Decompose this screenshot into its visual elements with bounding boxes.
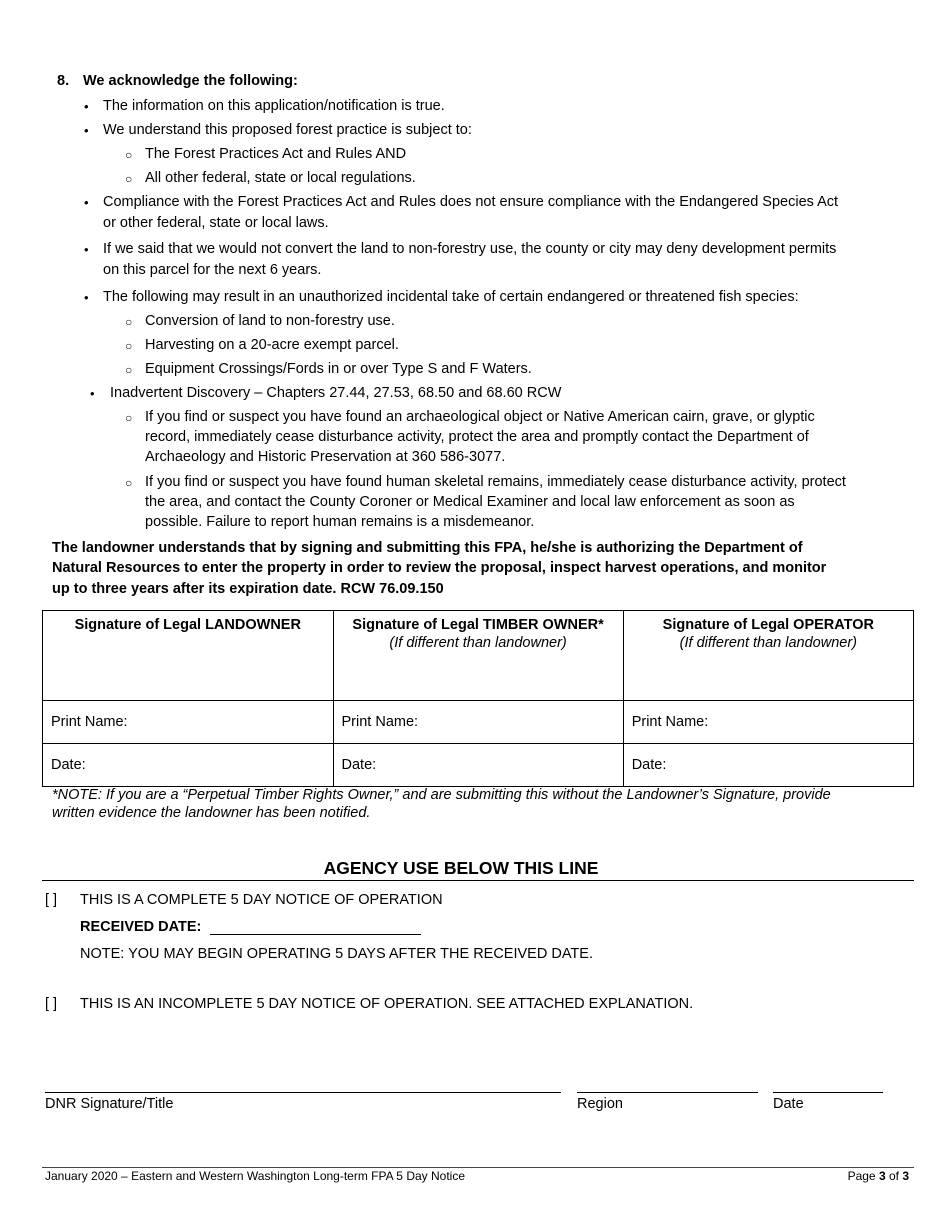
timber-owner-print-name-field[interactable]: Print Name: [333, 701, 623, 744]
page-total: 3 [902, 1169, 909, 1183]
ack-subitem: Equipment Crossings/Fords in or over Type S and F Waters. [145, 361, 532, 377]
circle-bullet-icon: ○ [125, 315, 133, 329]
landowner-notice: The landowner understands that by signing and submitting this FPA, he/she is authorizing the Department of [52, 540, 803, 556]
operator-date-field[interactable]: Date: [623, 744, 913, 787]
circle-bullet-icon: ○ [125, 411, 133, 425]
landowner-signature-cell[interactable] [43, 611, 334, 701]
operator-print-name-field[interactable]: Print Name: [623, 701, 913, 744]
ack-item: The information on this application/notification is true. [103, 98, 445, 114]
ack-subitem: If you find or suspect you have found human skeletal remains, immediately cease disturbance activity, protect [145, 474, 846, 490]
ack-item: Inadvertent Discovery – Chapters 27.44, 27.53, 68.50 and 68.60 RCW [110, 385, 562, 401]
ack-item-cont: on this parcel for the next 6 years. [103, 262, 322, 278]
page-prefix: Page [847, 1169, 879, 1183]
agency-heading: AGENCY USE BELOW THIS LINE [323, 858, 599, 878]
ack-item: We understand this proposed forest practice is subject to: [103, 122, 472, 138]
dnr-signature-field[interactable] [45, 1092, 561, 1093]
ack-item: The following may result in an unauthorized incidental take of certain endangered or threatened fish species: [103, 289, 799, 305]
ack-item: If we said that we would not convert the land to non-forestry use, the county or city may deny development permits [103, 241, 837, 257]
dnr-signature-label: DNR Signature/Title [45, 1096, 174, 1112]
bullet-icon: • [84, 242, 89, 257]
footer-text: January 2020 – Eastern and Western Washington Long-term FPA 5 Day Notice [45, 1169, 465, 1183]
timber-owner-signature-title: Signature of Legal TIMBER OWNER* [352, 617, 604, 633]
complete-checkbox[interactable]: [ ] [45, 892, 58, 908]
perpetual-rights-note: *NOTE: If you are a “Perpetual Timber Rights Owner,” and are submitting this without the Landowner’s Signature, provide [52, 787, 831, 803]
circle-bullet-icon: ○ [125, 148, 133, 162]
ack-subitem: If you find or suspect you have found an archaeological object or Native American cairn, grave, or glyptic [145, 409, 815, 425]
bullet-icon: • [84, 290, 89, 305]
complete-notice-label: THIS IS A COMPLETE 5 DAY NOTICE OF OPERATION [80, 892, 443, 908]
ack-subitem-cont: the area, and contact the County Coroner or Medical Examiner and local law enforcement as soon as [145, 494, 795, 510]
circle-bullet-icon: ○ [125, 476, 133, 490]
bullet-icon: • [84, 99, 89, 114]
circle-bullet-icon: ○ [125, 172, 133, 186]
date-field[interactable] [773, 1092, 883, 1093]
ack-subitem: All other federal, state or local regulations. [145, 170, 416, 186]
incomplete-notice-label: THIS IS AN INCOMPLETE 5 DAY NOTICE OF OPERATION. SEE ATTACHED EXPLANATION. [80, 996, 694, 1012]
page-mid: of [885, 1169, 903, 1183]
landowner-print-name-field[interactable]: Print Name: [43, 701, 334, 744]
section-heading: We acknowledge the following: [83, 73, 298, 89]
signature-table [42, 610, 914, 787]
page-number [848, 1169, 909, 1183]
timber-owner-date-field[interactable]: Date: [333, 744, 623, 787]
date-label: Date [773, 1096, 804, 1112]
ack-subitem: Conversion of land to non-forestry use. [145, 313, 395, 329]
bullet-icon: • [84, 195, 89, 210]
page-current: 3 [878, 1169, 886, 1183]
ack-subitem: Harvesting on a 20-acre exempt parcel. [145, 337, 399, 353]
landowner-date-field[interactable]: Date: [43, 744, 334, 787]
bullet-icon: • [90, 386, 95, 401]
incomplete-checkbox[interactable]: [ ] [45, 996, 58, 1012]
ack-item-cont: or other federal, state or local laws. [103, 215, 329, 231]
landowner-notice: up to three years after its expiration date. RCW 76.09.150 [52, 581, 444, 597]
circle-bullet-icon: ○ [125, 363, 133, 377]
landowner-signature-title: Signature of Legal LANDOWNER [74, 617, 301, 633]
circle-bullet-icon: ○ [125, 339, 133, 353]
agency-divider [42, 880, 914, 881]
ack-subitem-cont: Archaeology and Historic Preservation at 360 586-3077. [145, 449, 506, 465]
ack-subitem-cont: record, immediately cease disturbance activity, protect the area and promptly contact the Department of [145, 429, 809, 445]
operator-signature-title: Signature of Legal OPERATOR [662, 617, 875, 633]
footer-divider [42, 1167, 914, 1168]
ack-subitem: The Forest Practices Act and Rules AND [145, 146, 407, 162]
ack-item: Compliance with the Forest Practices Act and Rules does not ensure compliance with the Endangered Species Act [103, 194, 839, 210]
received-date-field[interactable] [210, 934, 421, 935]
bullet-icon: • [84, 123, 89, 138]
begin-operating-note: NOTE: YOU MAY BEGIN OPERATING 5 DAYS AFTER THE RECEIVED DATE. [80, 946, 593, 962]
timber-owner-subtitle: (If different than landowner) [389, 635, 567, 651]
perpetual-rights-note: written evidence the landowner has been notified. [52, 805, 371, 821]
operator-signature-cell[interactable] [623, 611, 913, 701]
timber-owner-signature-cell[interactable] [333, 611, 623, 701]
operator-subtitle: (If different than landowner) [679, 635, 857, 651]
region-field[interactable] [577, 1092, 758, 1093]
landowner-notice: Natural Resources to enter the property in order to review the proposal, inspect harvest operations, and monitor [52, 560, 827, 576]
section-number: 8. [57, 73, 70, 89]
ack-subitem-cont: possible. Failure to report human remains is a misdemeanor. [145, 514, 535, 530]
received-date-label: RECEIVED DATE: [80, 919, 202, 935]
region-label: Region [577, 1096, 623, 1112]
